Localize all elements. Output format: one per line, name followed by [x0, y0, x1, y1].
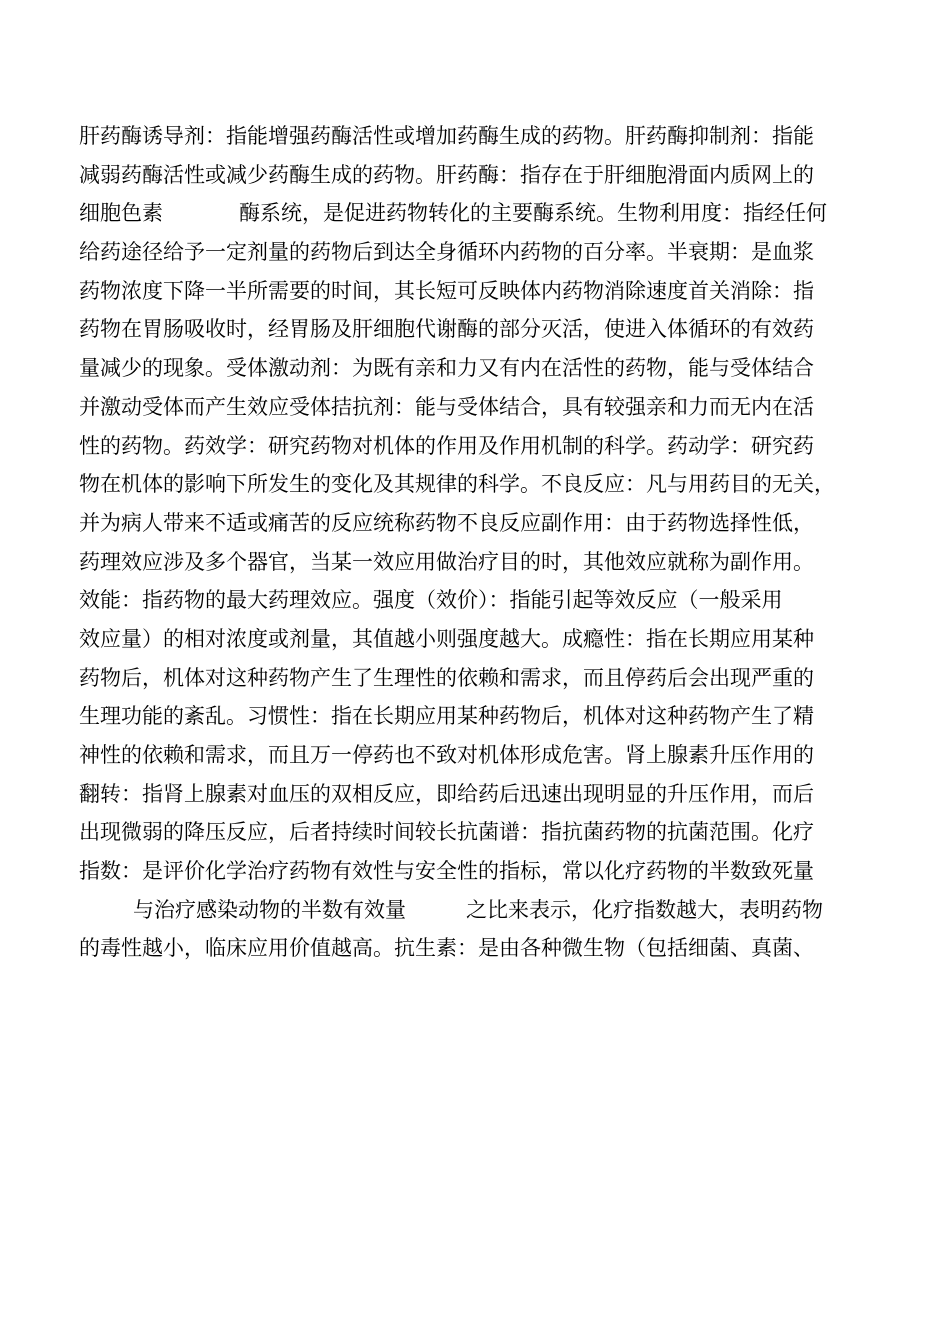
- text-line: 细胞色素 酶系统，是促进药物转化的主要酶系统。生物利用度：指经任何: [79, 201, 827, 226]
- text-line: 性的药物。药效学：研究药物对机体的作用及作用机制的科学。药动学：研究药: [79, 433, 814, 458]
- text-line: 生理功能的紊乱。习惯性：指在长期应用某种药物后，机体对这种药物产生了精: [79, 704, 814, 729]
- text-line: 并激动受体而产生效应受体拮抗剂：能与受体结合，具有较强亲和力而无内在活: [79, 394, 814, 419]
- text-line: 减弱药酶活性或减少药酶生成的药物。肝药酶：指存在于肝细胞滑面内质网上的: [79, 162, 814, 187]
- text-line: 神性的依赖和需求，而且万一停药也不致对机体形成危害。肾上腺素升压作用的: [79, 743, 814, 767]
- text-line: 出现微弱的降压反应，后者持续时间较长抗菌谱：指抗菌药物的抗菌范围。化疗: [79, 820, 814, 845]
- text-line: 的毒性越小，临床应用价值越高。抗生素：是由各种微生物（包括细菌、真菌、: [79, 936, 814, 961]
- text-line: 药理效应涉及多个器官，当某一效应用做治疗目的时，其他效应就称为副作用。: [79, 549, 814, 574]
- text-line: 并为病人带来不适或痛苦的反应统称药物不良反应副作用：由于药物选择性低，: [79, 510, 814, 535]
- document-body: [79, 117, 874, 968]
- text-line: 物在机体的影响下所发生的变化及其规律的科学。不良反应：凡与用药目的无关，: [79, 472, 835, 497]
- text-line: 指数：是评价化学治疗药物有效性与安全性的指标，常以化疗药物的半数致死量: [79, 859, 814, 884]
- text-line: 量减少的现象。受体激动剂：为既有亲和力又有内在活性的药物，能与受体结合: [79, 356, 814, 381]
- text-line: 效应量）的相对浓度或剂量，其值越小则强度越大。成瘾性：指在长期应用某种: [79, 626, 814, 651]
- text-line: 效能：指药物的最大药理效应。强度（效价）：指能引起等效反应（一般采用: [79, 588, 783, 613]
- text-line: 肝药酶诱导剂：指能增强药酶活性或增加药酶生成的药物。肝药酶抑制剂：指能: [79, 124, 814, 148]
- text-line: 药物浓度下降一半所需要的时间，其长短可反映体内药物消除速度首关消除：指: [79, 278, 814, 303]
- text-line: 药物后，机体对这种药物产生了生理性的依赖和需求，而且停药后会出现严重的: [79, 665, 814, 690]
- text-line: 与治疗感染动物的半数有效量 之比来表示，化疗指数越大，表明药物: [133, 897, 823, 922]
- text-line: 翻转：指肾上腺素对血压的双相反应，即给药后迅速出现明显的升压作用，而后: [79, 781, 814, 806]
- text-line: 药物在胃肠吸收时，经胃肠及肝细胞代谢酶的部分灭活，使进入体循环的有效药: [79, 317, 814, 342]
- text-line: 给药途径给予一定剂量的药物后到达全身循环内药物的百分率。半衰期：是血浆: [79, 240, 814, 265]
